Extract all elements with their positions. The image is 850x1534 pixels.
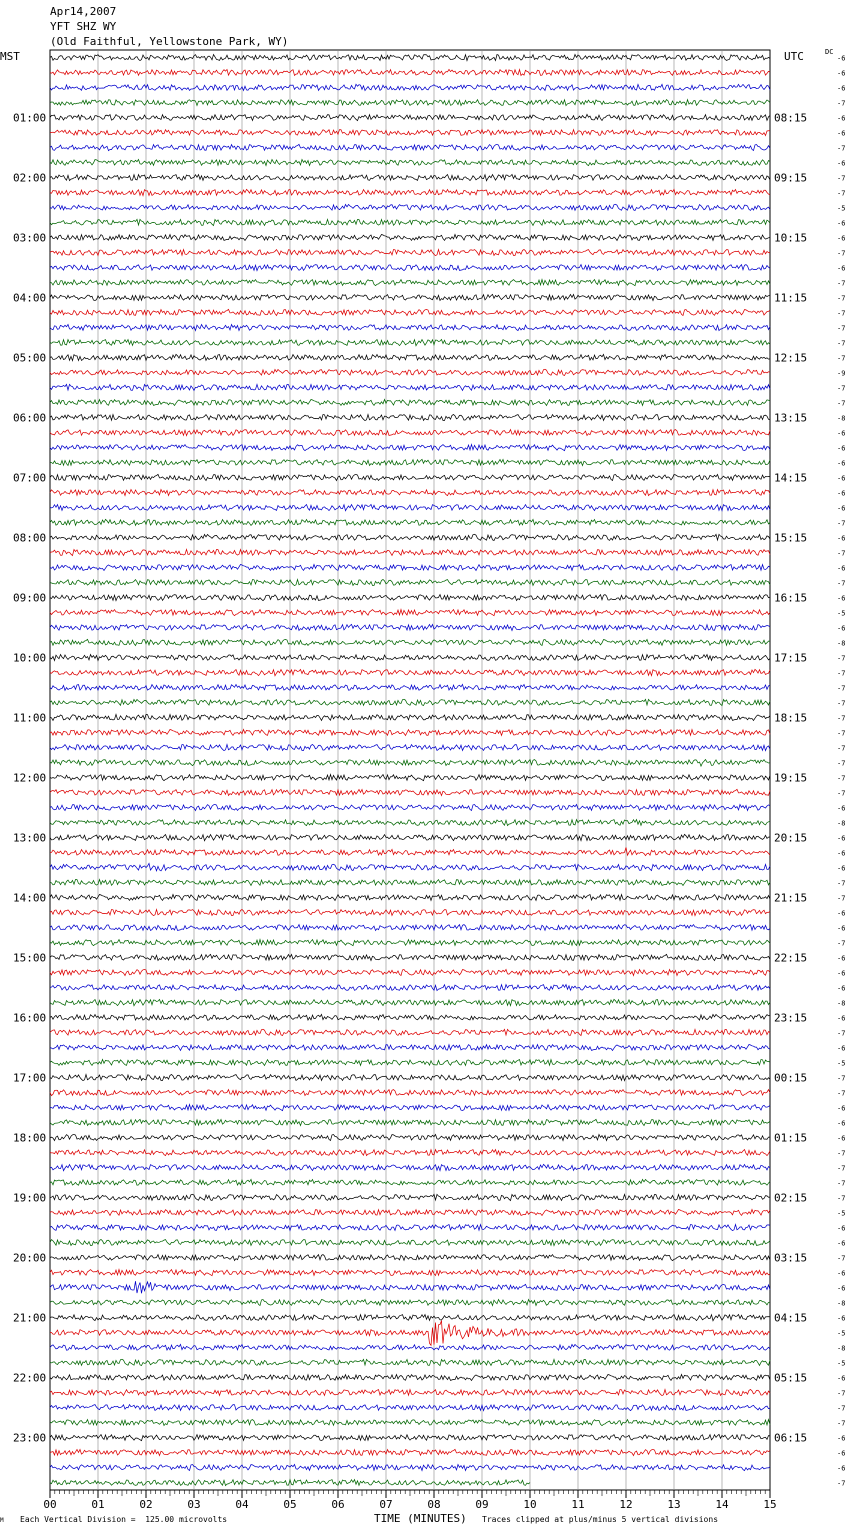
seismic-trace [50, 490, 770, 496]
hour-label-right: 13:15 [774, 411, 808, 425]
seismic-trace [50, 610, 770, 616]
clipping-note: Traces clipped at plus/minus 5 vertical divisions [482, 1515, 719, 1524]
dc-offset-label: -7 [837, 144, 846, 153]
dc-offset-label: -7 [837, 1479, 846, 1488]
dc-offset-label: -6 [837, 219, 846, 228]
dc-offset-label: -7 [837, 1194, 846, 1203]
dc-offset-label: -7 [837, 1254, 846, 1263]
seismic-trace [50, 265, 770, 271]
hour-label-right: 11:15 [774, 291, 808, 305]
seismic-trace [50, 624, 770, 630]
hour-label-left: 23:00 [13, 1431, 47, 1445]
seismic-trace [50, 714, 770, 720]
x-tick-label: 11 [571, 1498, 585, 1511]
seismic-trace [50, 1300, 770, 1306]
station-code: YFT SHZ WY [50, 20, 117, 33]
hour-label-right: 21:15 [774, 891, 808, 905]
x-tick-label: 06 [331, 1498, 345, 1511]
dc-offset-label: -7 [837, 384, 846, 393]
hour-label-left: 10:00 [13, 651, 47, 665]
dc-offset-label: -6 [837, 84, 846, 93]
hour-label-left: 18:00 [13, 1131, 47, 1145]
dc-offset-label: -7 [837, 549, 846, 558]
seismic-trace [50, 204, 770, 210]
dc-offset-label: -5 [837, 1359, 846, 1368]
seismic-trace [50, 639, 770, 645]
seismic-trace [50, 219, 770, 225]
hour-label-left: 02:00 [13, 171, 47, 185]
hour-label-left: 04:00 [13, 291, 47, 305]
dc-offset-label: -7 [837, 759, 846, 768]
seismic-trace [50, 384, 770, 390]
dc-offset-label: -6 [837, 1314, 846, 1323]
seismic-trace [50, 999, 770, 1005]
dc-offset-label: -7 [837, 309, 846, 318]
seismic-trace [50, 1029, 770, 1035]
seismic-trace [50, 534, 770, 540]
dc-offset-label: -6 [837, 1449, 846, 1458]
hour-label-left: 07:00 [13, 471, 47, 485]
dc-offset-label: -6 [837, 504, 846, 513]
vertical-division-note: Each Vertical Division = 125.00 microvolts [20, 1515, 228, 1524]
dc-offset-label: -7 [837, 1419, 846, 1428]
seismic-trace [50, 1390, 770, 1396]
dc-offset-label: -6 [837, 1374, 846, 1383]
plot-date: Apr14,2007 [50, 5, 117, 18]
dc-offset-label: -7 [837, 399, 846, 408]
seismic-trace [50, 1405, 770, 1411]
dc-offset-label: -6 [837, 804, 846, 813]
hour-label-left: 13:00 [13, 831, 47, 845]
seismic-trace [50, 235, 770, 241]
seismic-trace [50, 84, 770, 90]
seismic-trace [50, 519, 770, 525]
seismic-trace [50, 445, 770, 451]
seismic-trace [50, 1150, 770, 1156]
dc-offset-label: -6 [837, 69, 846, 78]
dc-offset-label: -6 [837, 1239, 846, 1248]
hour-label-right: 03:15 [774, 1251, 808, 1265]
seismic-trace [50, 1321, 770, 1346]
x-tick-label: 03 [187, 1498, 201, 1511]
dc-offset-label: -6 [837, 1224, 846, 1233]
seismic-trace [50, 549, 770, 555]
x-tick-label: 10 [523, 1498, 537, 1511]
dc-offset-label: -6 [837, 954, 846, 963]
hour-label-right: 16:15 [774, 591, 808, 605]
x-tick-label: 12 [619, 1498, 633, 1511]
seismic-trace [50, 954, 770, 960]
dc-offset-label: -8 [837, 1299, 846, 1308]
dc-offset-label: -6 [837, 234, 846, 243]
dc-offset-label: -6 [837, 129, 846, 138]
dc-offset-label: -7 [837, 174, 846, 183]
seismic-trace [50, 1315, 770, 1321]
seismic-trace [50, 655, 770, 661]
hour-label-left: 16:00 [13, 1011, 47, 1025]
dc-offset-label: -6 [837, 474, 846, 483]
seismic-trace [50, 1119, 770, 1125]
hour-label-right: 17:15 [774, 651, 808, 665]
dc-offset-label: -7 [837, 339, 846, 348]
dc-offset-label: -8 [837, 414, 846, 423]
seismic-trace [50, 1075, 770, 1081]
x-tick-label: 01 [91, 1498, 105, 1511]
seismic-trace [50, 699, 770, 705]
dc-offset-label: -6 [837, 924, 846, 933]
hour-label-right: 23:15 [774, 1011, 808, 1025]
dc-offset-label: -7 [837, 519, 846, 528]
seismic-trace [50, 730, 770, 736]
hour-label-right: 15:15 [774, 531, 808, 545]
seismic-trace [50, 834, 770, 840]
dc-offset-label: -6 [837, 264, 846, 273]
hour-label-right: 02:15 [774, 1191, 808, 1205]
seismic-trace [50, 175, 770, 181]
hour-label-left: 17:00 [13, 1071, 47, 1085]
dc-offset-label: -7 [837, 1389, 846, 1398]
hour-label-left: 19:00 [13, 1191, 47, 1205]
dc-offset-label: -6 [837, 54, 846, 63]
hour-label-left: 11:00 [13, 711, 47, 725]
hour-label-left: 05:00 [13, 351, 47, 365]
seismic-trace [50, 1194, 770, 1200]
seismic-trace [50, 415, 770, 421]
dc-offset-label: -7 [837, 579, 846, 588]
seismic-trace [50, 1014, 770, 1020]
seismic-trace [50, 294, 770, 300]
dc-offset-label: -8 [837, 1344, 846, 1353]
hour-label-right: 04:15 [774, 1311, 808, 1325]
x-tick-label: 04 [235, 1498, 249, 1511]
seismic-trace [50, 880, 770, 886]
seismic-trace [50, 400, 770, 406]
dc-offset-label: -7 [837, 879, 846, 888]
seismic-trace [50, 925, 770, 931]
seismic-trace [50, 1449, 770, 1455]
seismic-trace [50, 985, 770, 991]
hour-label-left: 12:00 [13, 771, 47, 785]
seismic-trace [50, 1255, 770, 1261]
seismic-trace [50, 69, 770, 75]
hour-label-left: 20:00 [13, 1251, 47, 1265]
hour-label-right: 09:15 [774, 171, 808, 185]
dc-offset-label: -6 [837, 909, 846, 918]
seismic-trace [50, 1270, 770, 1276]
seismic-trace [50, 474, 770, 480]
dc-offset-label: -6 [837, 1269, 846, 1278]
seismic-trace [50, 820, 770, 826]
seismic-trace [50, 100, 770, 106]
seismic-trace [50, 1375, 770, 1381]
hour-label-right: 08:15 [774, 111, 808, 125]
seismic-trace [50, 745, 770, 751]
seismic-trace [50, 910, 770, 916]
dc-offset-label: -5 [837, 1329, 846, 1338]
seismic-trace [50, 55, 770, 61]
seismic-trace [50, 1210, 770, 1216]
dc-offset-label: -6 [837, 1464, 846, 1473]
dc-offset-label: -6 [837, 624, 846, 633]
seismic-trace [50, 1164, 770, 1170]
seismic-trace [50, 1465, 770, 1471]
hour-label-right: 05:15 [774, 1371, 808, 1385]
x-tick-label: 14 [715, 1498, 729, 1511]
dc-offset-label: -6 [837, 459, 846, 468]
hour-label-right: 01:15 [774, 1131, 808, 1145]
hour-label-right: 00:15 [774, 1071, 808, 1085]
dc-offset-label: -6 [837, 114, 846, 123]
seismic-trace [50, 684, 770, 690]
hour-label-right: 20:15 [774, 831, 808, 845]
seismic-trace [50, 565, 770, 571]
seismic-trace [50, 144, 770, 150]
hour-label-right: 19:15 [774, 771, 808, 785]
seismic-trace [50, 1344, 770, 1350]
hour-label-left: 06:00 [13, 411, 47, 425]
hour-label-right: 06:15 [774, 1431, 808, 1445]
dc-offset-label: -6 [837, 534, 846, 543]
dc-offset-label: -6 [837, 564, 846, 573]
seismic-trace [50, 789, 770, 795]
seismic-trace [50, 1359, 770, 1365]
dc-offset-label: -6 [837, 834, 846, 843]
timezone-left-label: MST [0, 50, 20, 63]
dc-offset-label: -7 [837, 714, 846, 723]
dc-offset-label: -6 [837, 1284, 846, 1293]
dc-offset-label: -7 [837, 294, 846, 303]
seismic-trace [50, 280, 770, 286]
hour-label-left: 03:00 [13, 231, 47, 245]
dc-offset-label: -7 [837, 789, 846, 798]
dc-offset-label: -9 [837, 369, 846, 378]
seismic-trace [50, 1045, 770, 1051]
x-tick-label: 02 [139, 1498, 153, 1511]
dc-offset-label: -5 [837, 204, 846, 213]
seismic-trace [50, 114, 770, 120]
x-tick-label: 13 [667, 1498, 681, 1511]
hour-label-right: 14:15 [774, 471, 808, 485]
dc-offset-label: -7 [837, 774, 846, 783]
dc-offset-label: -7 [837, 1179, 846, 1188]
seismic-trace [50, 505, 770, 511]
seismic-trace [50, 309, 770, 315]
dc-offset-label: -8 [837, 819, 846, 828]
hour-label-right: 22:15 [774, 951, 808, 965]
dc-offset-label: -5 [837, 1209, 846, 1218]
dc-offset-label: -6 [837, 969, 846, 978]
dc-offset-label: -7 [837, 684, 846, 693]
hour-label-left: 21:00 [13, 1311, 47, 1325]
dc-offset-label: -6 [837, 1134, 846, 1143]
x-tick-label: 00 [43, 1498, 57, 1511]
seismic-trace [50, 580, 770, 586]
dc-offset-label: -7 [837, 99, 846, 108]
station-location: (Old Faithful, Yellowstone Park, WY) [50, 35, 289, 48]
dc-offset-label: -5 [837, 1059, 846, 1068]
x-tick-label: 05 [283, 1498, 297, 1511]
seismic-trace [50, 669, 770, 675]
seismic-trace [50, 340, 770, 346]
hour-label-left: 22:00 [13, 1371, 47, 1385]
hour-label-left: 08:00 [13, 531, 47, 545]
dc-offset-label: -6 [837, 984, 846, 993]
seismic-trace [50, 130, 770, 136]
dc-offset-label: -7 [837, 189, 846, 198]
x-tick-label: 15 [763, 1498, 777, 1511]
dc-offset-label: -7 [837, 324, 846, 333]
dc-offset-label: -6 [837, 429, 846, 438]
seismic-trace [50, 595, 770, 601]
hour-label-left: 15:00 [13, 951, 47, 965]
dc-offset-label: -8 [837, 999, 846, 1008]
dc-offset-label: -7 [837, 1029, 846, 1038]
seismic-trace [50, 940, 770, 946]
seismic-trace [50, 325, 770, 331]
seismic-trace [50, 1135, 770, 1141]
seismic-trace [50, 459, 770, 465]
seismic-trace [50, 775, 770, 781]
seismic-trace [50, 1240, 770, 1246]
seismic-trace [50, 250, 770, 256]
seismic-trace [50, 369, 770, 375]
dc-offset-label: -6 [837, 489, 846, 498]
hour-label-right: 10:15 [774, 231, 808, 245]
seismic-trace [50, 1281, 770, 1293]
dc-offset-label: -7 [837, 249, 846, 258]
dc-offset-label: -7 [837, 1404, 846, 1413]
dc-offset-label: -7 [837, 1074, 846, 1083]
x-tick-label: 08 [427, 1498, 441, 1511]
dc-offset-label: -6 [837, 444, 846, 453]
dc-offset-label: -7 [837, 1089, 846, 1098]
dc-offset-label: -7 [837, 744, 846, 753]
dc-offset-label: -7 [837, 669, 846, 678]
dc-offset-label: -6 [837, 864, 846, 873]
hour-label-left: 09:00 [13, 591, 47, 605]
seismic-trace [50, 895, 770, 901]
seismic-trace [50, 1105, 770, 1111]
seismic-trace [50, 430, 770, 436]
corner-mark: M [0, 1517, 4, 1524]
dc-offset-label: -7 [837, 699, 846, 708]
seismic-trace [50, 970, 770, 976]
dc-offset-label: -7 [837, 939, 846, 948]
dc-offset-label: -7 [837, 894, 846, 903]
x-tick-label: 09 [475, 1498, 489, 1511]
dc-offset-label: -7 [837, 654, 846, 663]
dc-offset-label: -6 [837, 1104, 846, 1113]
dc-offset-label: -7 [837, 729, 846, 738]
seismic-trace [50, 160, 770, 166]
seismic-trace [50, 1420, 770, 1426]
hour-label-right: 12:15 [774, 351, 808, 365]
seismic-trace [50, 1225, 770, 1231]
seismic-trace [50, 848, 770, 856]
seismic-trace [50, 805, 770, 811]
hour-label-left: 01:00 [13, 111, 47, 125]
dc-offset-label: -6 [837, 849, 846, 858]
seismic-trace [50, 760, 770, 767]
dc-offset-label: -6 [837, 1434, 846, 1443]
dc-offset-label: -6 [837, 159, 846, 168]
dc-offset-label: -6 [837, 1044, 846, 1053]
dc-offset-label: -6 [837, 1014, 846, 1023]
dc-offset-label: -7 [837, 1164, 846, 1173]
dc-offset-label: -6 [837, 1119, 846, 1128]
seismic-trace [50, 354, 770, 360]
seismic-trace [50, 1434, 770, 1440]
dc-offset-label: -8 [837, 639, 846, 648]
dc-offset-label: -7 [837, 279, 846, 288]
dc-offset-label: -6 [837, 594, 846, 603]
x-axis-title: TIME (MINUTES) [374, 1512, 467, 1525]
dc-offset-header: DC [825, 48, 834, 56]
timezone-right-label: UTC [784, 50, 804, 63]
hour-label-right: 18:15 [774, 711, 808, 725]
dc-offset-label: -7 [837, 354, 846, 363]
dc-offset-label: -5 [837, 609, 846, 618]
seismic-trace [50, 189, 770, 195]
seismic-trace [50, 1179, 770, 1185]
dc-offset-label: -7 [837, 1149, 846, 1158]
hour-label-left: 14:00 [13, 891, 47, 905]
seismic-trace [50, 1060, 770, 1066]
seismic-trace [50, 1090, 770, 1096]
seismic-trace [50, 863, 770, 871]
x-tick-label: 07 [379, 1498, 393, 1511]
